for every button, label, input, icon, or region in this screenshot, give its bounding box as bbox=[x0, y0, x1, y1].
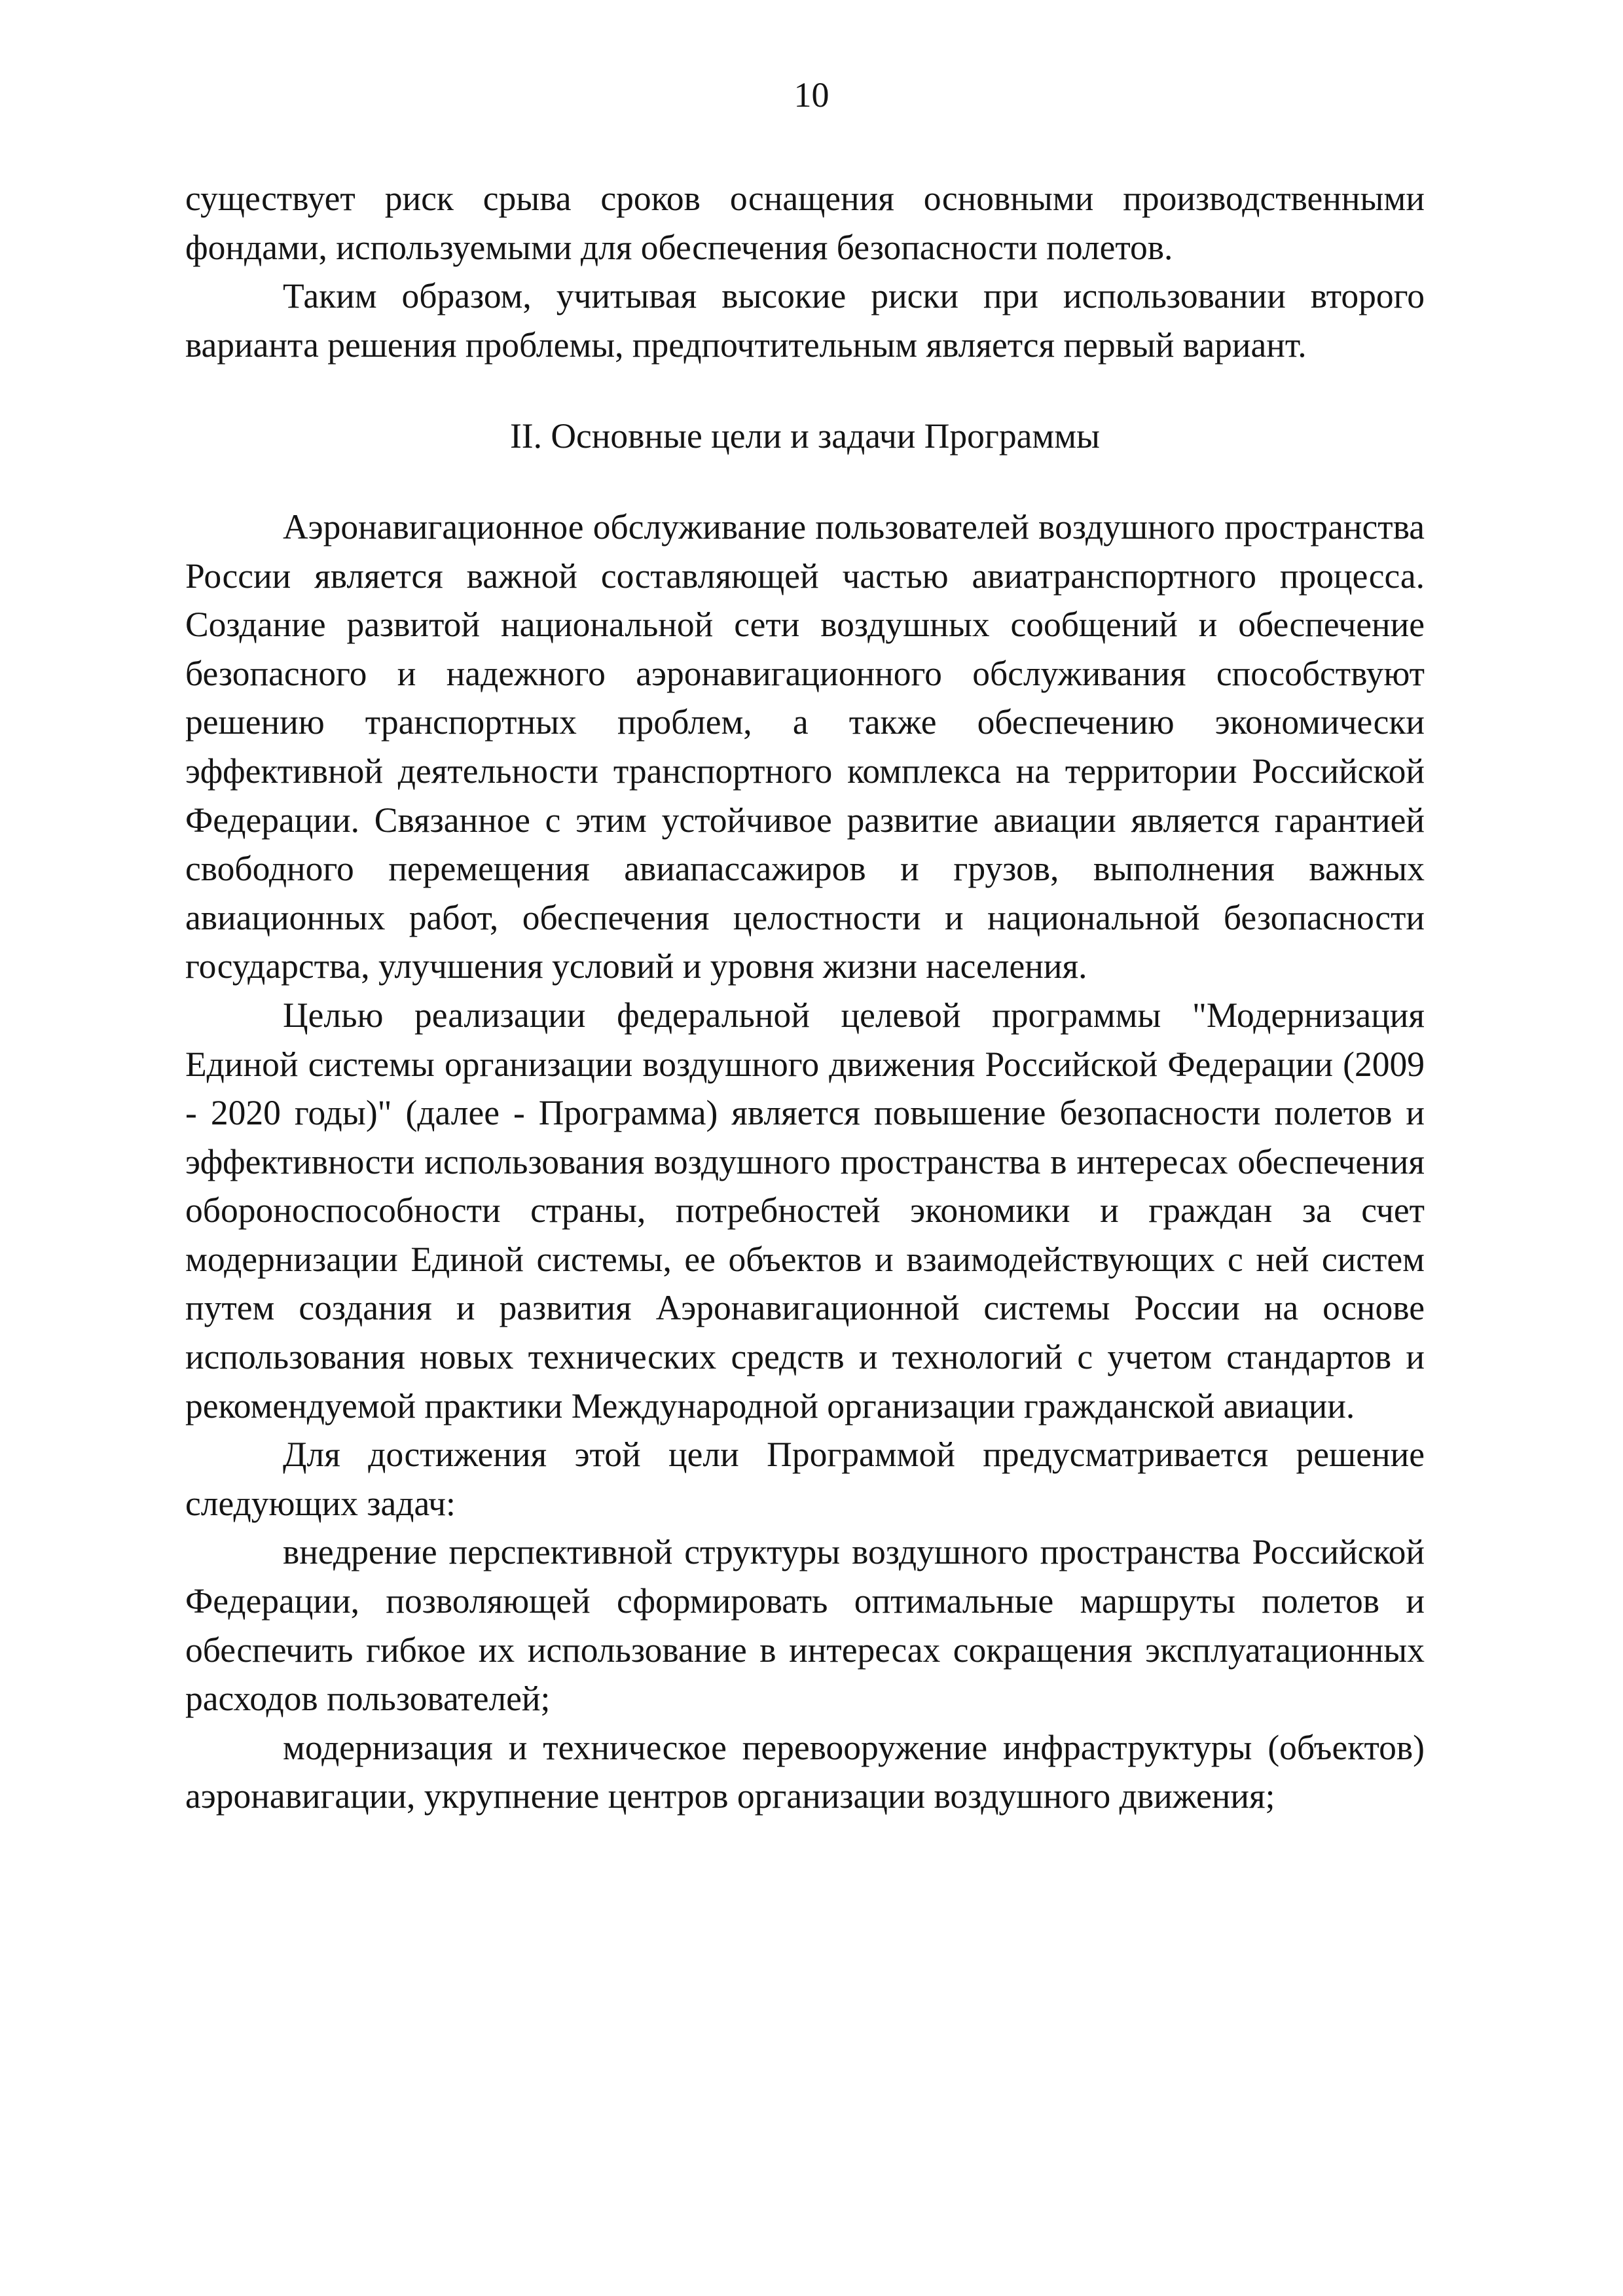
paragraph-continuation: существует риск срыва сроков оснащения основными производственными фондами, используемыми для обеспечения безопасности полетов. bbox=[185, 179, 1425, 267]
paragraph-tasks-intro: Для достижения этой цели Программой предусматривается решение следующих задач: bbox=[185, 1435, 1425, 1523]
list-item: внедрение перспективной структуры воздушного пространства Российской Федерации, позволяющей сформировать оптимальные маршруты полетов и обеспечить гибкое их использование в интересах сокращения эксплуатационных расходов пользователей; bbox=[185, 1532, 1425, 1719]
list-item: модернизация и техническое перевооружение инфраструктуры (объектов) аэронавигации, укрупнение центров организации воздушного движения; bbox=[185, 1727, 1425, 1816]
paragraph-program-goal: Целью реализации федеральной целевой программы "Модернизация Единой системы организации воздушного движения Российской Федерации (2009 - 2020 годы)" (далее - Программа) является повышение безопасности полетов и эффективности использования воздушного пространства в интересах обеспечения обороноспособности страны, потребностей экономики и граждан за счет модернизации Единой системы, ее объектов и взаимодействующих с ней систем путем создания и развития Аэронавигационной системы России на основе использования новых технических средств и технологий с учетом стандартов и рекомендуемой практики Международной организации гражданской авиации. bbox=[185, 995, 1425, 1426]
document-body bbox=[185, 174, 1425, 1821]
paragraph-air-navigation: Аэронавигационное обслуживание пользователей воздушного пространства России является важной составляющей частью авиатранспортного процесса. Создание развитой национальной сети воздушных сообщений и обеспечение безопасного и надежного аэронавигационного обслуживания способствуют решению транспортных проблем, а также обеспечению экономически эффективной деятельности транспортного комплекса на территории Российской Федерации. Связанное с этим устойчивое развитие авиации является гарантией свободного перемещения авиапассажиров и грузов, выполнения важных авиационных работ, обеспечения целостности и национальной безопасности государства, улучшения условий и уровня жизни населения. bbox=[185, 507, 1425, 986]
section-heading: II. Основные цели и задачи Программы bbox=[509, 416, 1101, 456]
page-number: 10 bbox=[793, 75, 830, 115]
paragraph-conclusion: Таким образом, учитывая высокие риски при использовании второго варианта решения проблемы, предпочтительным является первый вариант. bbox=[185, 276, 1425, 365]
